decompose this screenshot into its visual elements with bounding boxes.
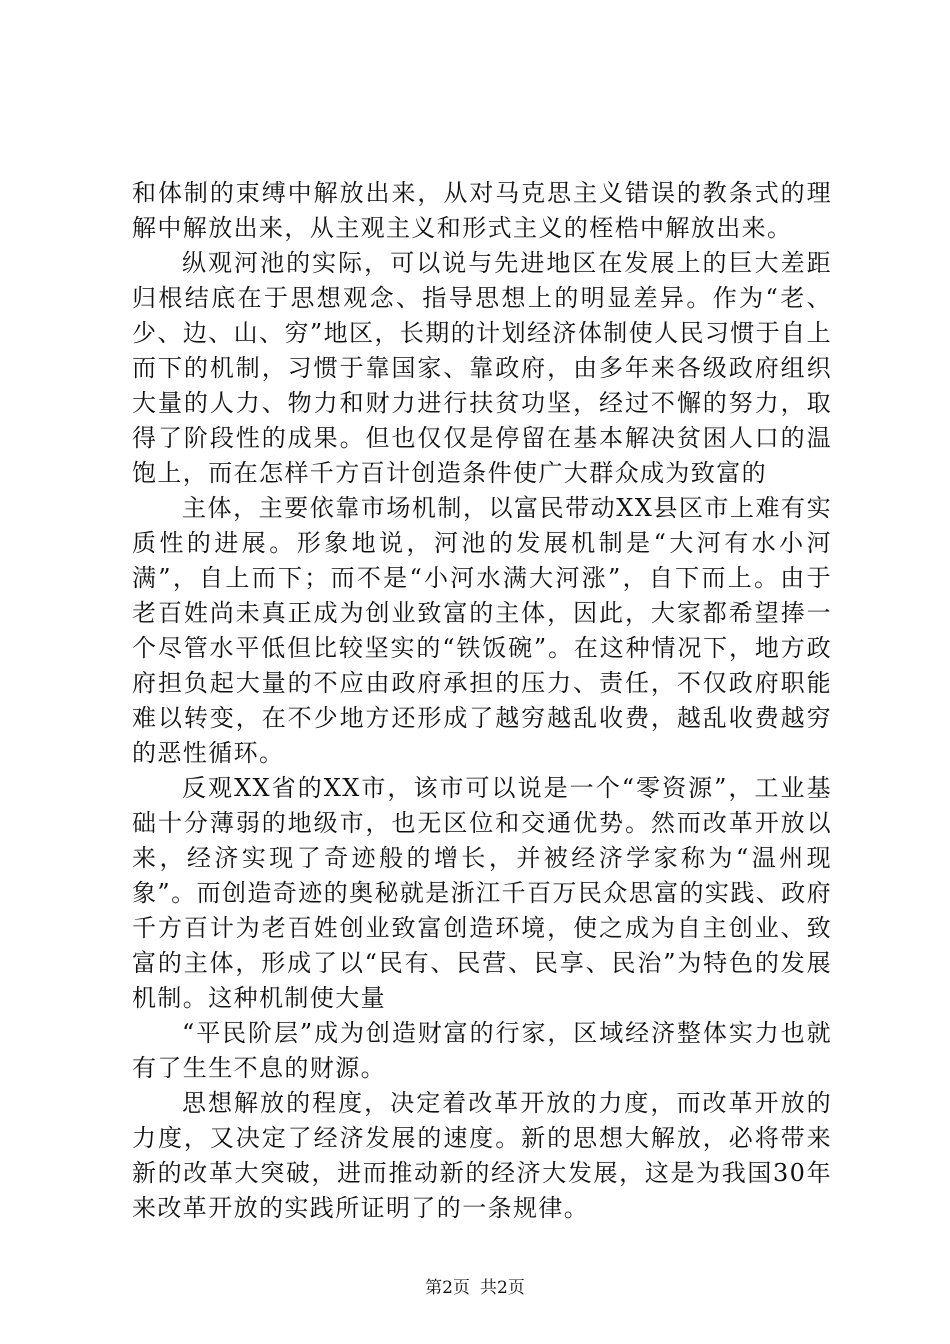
page-total: 共2页 (480, 1278, 525, 1298)
paragraph-2: 纵观河池的实际，可以说与先进地区在发展上的巨大差距归根结底在于思想观念、指导思想上的明显差异。作为“老、少、边、山、穷”地区，长期的计划经济体制使人民习惯于自上而下的机制，习惯于靠国家、靠政府，由多年来各级政府组织大量的人力、物力和财力进行扶贫功坚，经过不懈的努力，取得了阶段性的成果。但也仅仅是停留在基本解决贫困人口的温饱上，而在怎样千方百计创造条件使广大群众成为致富的 (132, 249, 832, 487)
paragraph-4: 反观XX省的XX市，该市可以说是一个“零资源”，工业基础十分薄弱的地级市，也无区位和交通优势。然而改革开放以来，经济实现了奇迹般的增长，并被经济学家称为“温州现象”。而创造奇迹的奥秘就是浙江千百万民众思富的实践、政府千方百计为老百姓创业致富创造环境，使之成为自主创业、致富的主体，形成了以“民有、民营、民享、民治”为特色的发展机制。这种机制使大量 (132, 774, 832, 1012)
page-footer (0, 1277, 950, 1299)
page-number: 第2页 (425, 1278, 470, 1298)
paragraph-5: “平民阶层”成为创造财富的行家，区域经济整体实力也就有了生生不息的财源。 (132, 1019, 832, 1082)
document-body (132, 176, 832, 1226)
paragraph-6: 思想解放的程度，决定着改革开放的力度，而改革开放的力度，又决定了经济发展的速度。新的思想大解放，必将带来新的改革大突破，进而推动新的经济大发展，这是为我国30年来改革开放的实践所证明了的一条规律。 (132, 1089, 832, 1222)
paragraph-1: 和体制的束缚中解放出来，从对马克思主义错误的教条式的理解中解放出来，从主观主义和形式主义的桎梏中解放出来。 (132, 179, 832, 242)
paragraph-3: 主体，主要依靠市场机制，以富民带动XX县区市上难有实质性的进展。形象地说，河池的发展机制是“大河有水小河满”，自上而下；而不是“小河水满大河涨”，自下而上。由于老百姓尚未真正成为创业致富的主体，因此，大家都希望捧一个尽管水平低但比较坚实的“铁饭碗”。在这种情况下，地方政府担负起大量的不应由政府承担的压力、责任，不仅政府职能难以转变，在不少地方还形成了越穷越乱收费，越乱收费越穷的恶性循环。 (132, 494, 832, 767)
